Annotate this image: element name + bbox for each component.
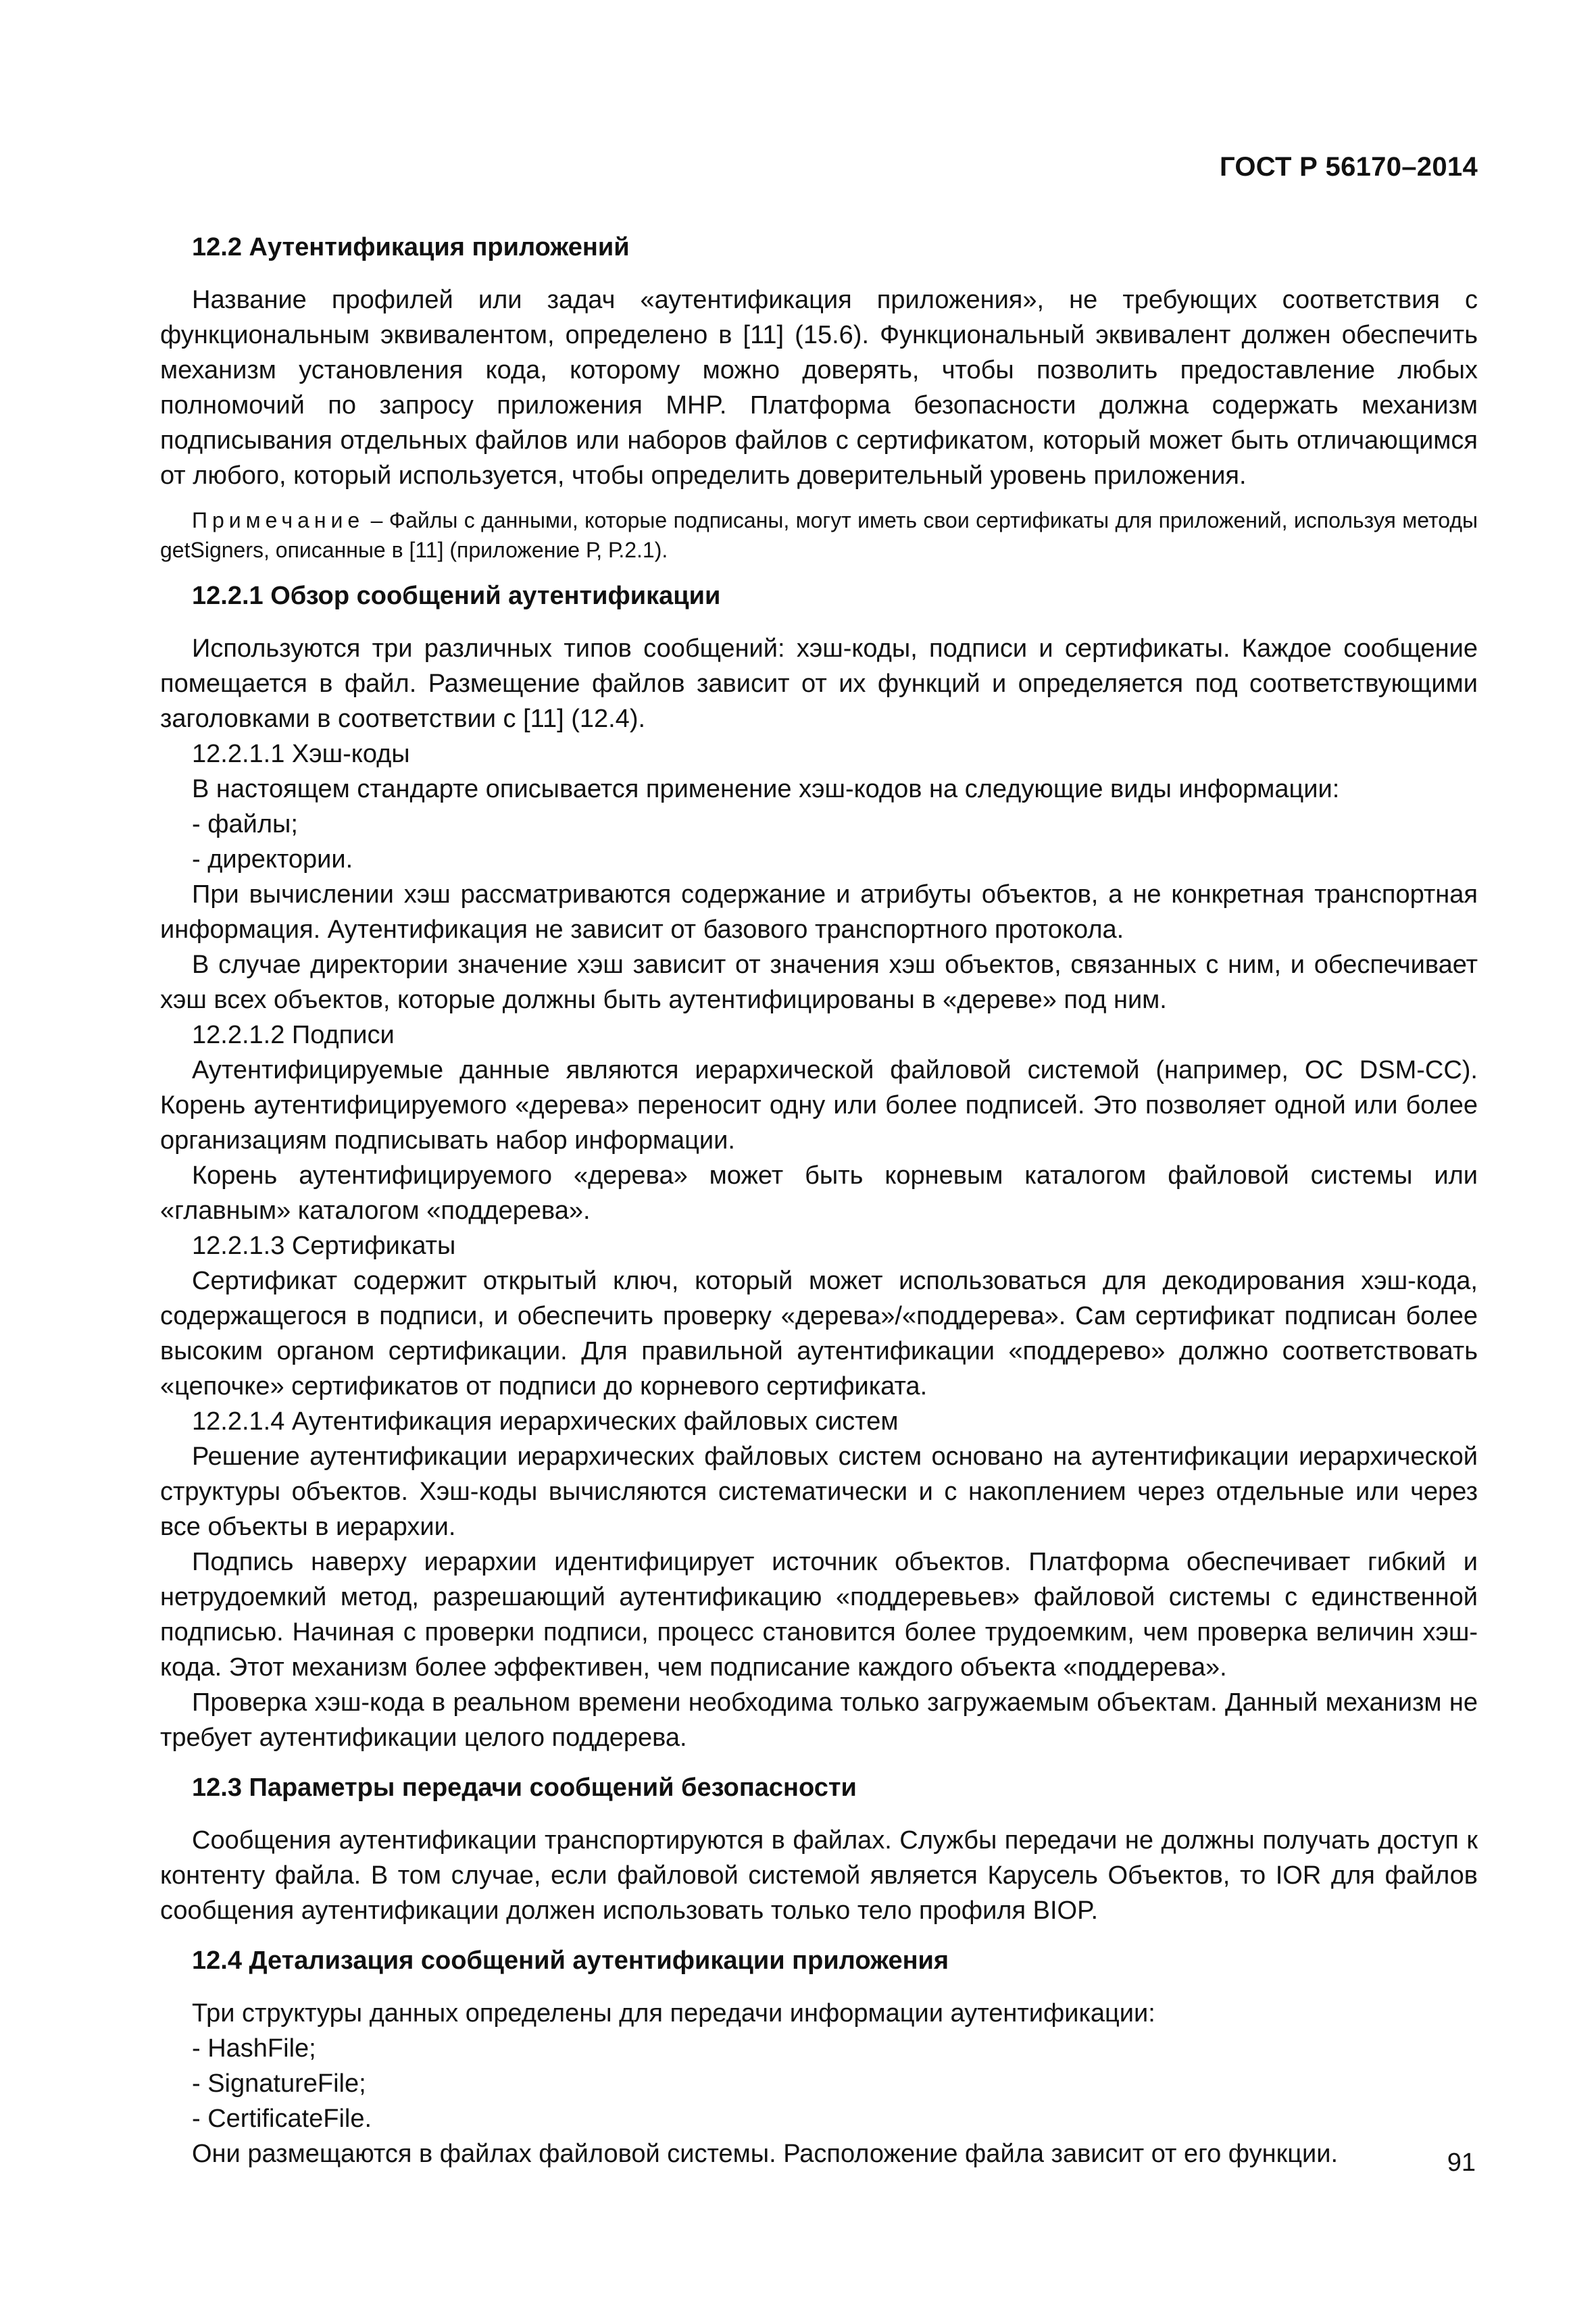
section-12-2-1-paragraph: Используются три различных типов сообщений: хэш-коды, подписи и сертификаты. Каждое сообщение помещается в файл. Размещение файлов зависит от их функций и определяется под соответствующими заголовками в соответствии с [11] (12.4). — [160, 634, 1478, 733]
list-item: - директории. — [192, 845, 353, 874]
hierarchical-auth-paragraph: Решение аутентификации иерархических файловых систем основано на аутентификации иерархической структуры объектов. Хэш-коды вычисляются систематически и с накоплением через отдельные или через все объекты в иерархии. — [160, 1442, 1478, 1541]
document-body — [160, 230, 1478, 2171]
hash-codes-paragraph: В случае директории значение хэш зависит от значения хэш объектов, связанных с ним, и обеспечивает хэш всех объектов, которые должны быть аутентифицированы в «дереве» под ним. — [160, 951, 1478, 1014]
signatures-paragraph: Корень аутентифицируемого «дерева» может быть корневым каталогом файловой системы или «главным» каталогом «поддерева». — [160, 1161, 1478, 1225]
section-heading-12-2: 12.2 Аутентификация приложений — [192, 233, 630, 261]
section-12-3-paragraph: Сообщения аутентификации транспортируются в файлах. Службы передачи не должны получать доступ к контенту файла. В том случае, если файловой системой является Карусель Объектов, то IOR для файлов сообщения аутентификации должен использовать только тело профиля BIOP. — [160, 1826, 1478, 1925]
page-number: 91 — [1447, 2148, 1476, 2177]
subsection-title-signatures: 12.2.1.2 Подписи — [192, 1021, 395, 1049]
subsection-title-hash-codes: 12.2.1.1 Хэш-коды — [192, 740, 410, 768]
document-code: ГОСТ Р 56170–2014 — [1219, 152, 1478, 182]
note-label: Примечание — [192, 508, 365, 532]
hash-codes-paragraph: В настоящем стандарте описывается применение хэш-кодов на следующие виды информации: — [192, 775, 1340, 803]
section-12-2-paragraph: Название профилей или задач «аутентификация приложения», не требующих соответствия с функциональным эквивалентом, определено в [11] (15.6). Функциональный эквивалент должен обеспечить механизм установления кода, которому можно доверять, чтобы позволить предоставление любых полномочий по запросу приложения MHP. Платформа безопасности должна содержать механизм подписывания отдельных файлов или наборов файлов с сертификатом, который может быть отличающимся от любого, который используется, чтобы определить доверительный уровень приложения. — [160, 286, 1478, 490]
subsection-title-hierarchical-auth: 12.2.1.4 Аутентификация иерархических файловых систем — [192, 1407, 899, 1436]
list-item: - CertificateFile. — [192, 2105, 372, 2133]
hierarchical-auth-paragraph: Подпись наверху иерархии идентифицирует источник объектов. Платформа обеспечивает гибкий и нетрудоемкий метод, разрешающий аутентификацию «поддеревьев» файловой системы с единственной подписью. Начиная с проверки подписи, процесс становится более трудоемким, чем проверка величин хэш-кода. Этот механизм более эффективен, чем подписание каждого объекта «поддерева». — [160, 1548, 1478, 1682]
section-heading-12-2-1: 12.2.1 Обзор сообщений аутентификации — [192, 582, 721, 610]
section-12-4-paragraph: Они размещаются в файлах файловой системы. Расположение файла зависит от его функции. — [192, 2140, 1339, 2168]
hierarchical-auth-paragraph: Проверка хэш-кода в реальном времени необходима только загружаемым объектам. Данный механизм не требует аутентификации целого поддерева. — [160, 1688, 1478, 1752]
section-12-4-paragraph: Три структуры данных определены для передачи информации аутентификации: — [192, 1999, 1155, 2028]
section-heading-12-3: 12.3 Параметры передачи сообщений безопасности — [192, 1774, 857, 1802]
subsection-title-certificates: 12.2.1.3 Сертификаты — [192, 1232, 456, 1260]
certificates-paragraph: Сертификат содержит открытый ключ, который может использоваться для декодирования хэш-кода, содержащегося в подписи, и обеспечить проверку «дерева»/«поддерева». Сам сертификат подписан более высоким органом сертификации. Для правильной аутентификации «поддерево» должно соответствовать «цепочке» сертификатов от подписи до корневого сертификата. — [160, 1267, 1478, 1401]
section-heading-12-4: 12.4 Детализация сообщений аутентификации приложения — [192, 1946, 949, 1975]
signatures-paragraph: Аутентифицируемые данные являются иерархической файловой системой (например, ОС DSM-CC). Корень аутентифицируемого «дерева» переносит одну или более подписей. Это позволяет одной или более организациям подписывать набор информации. — [160, 1056, 1478, 1155]
list-item: - HashFile; — [192, 2034, 316, 2063]
hash-codes-paragraph: При вычислении хэш рассматриваются содержание и атрибуты объектов, а не конкретная транспортная информация. Аутентификация не зависит от базового транспортного протокола. — [160, 880, 1478, 944]
note — [160, 505, 1478, 565]
list-item: - SignatureFile; — [192, 2069, 366, 2098]
list-item: - файлы; — [192, 810, 298, 838]
note-text: – Файлы с данными, которые подписаны, могут иметь свои сертификаты для приложений, используя методы getSigners, описанные в [11] (приложение Р, Р.2.1). — [160, 508, 1478, 562]
